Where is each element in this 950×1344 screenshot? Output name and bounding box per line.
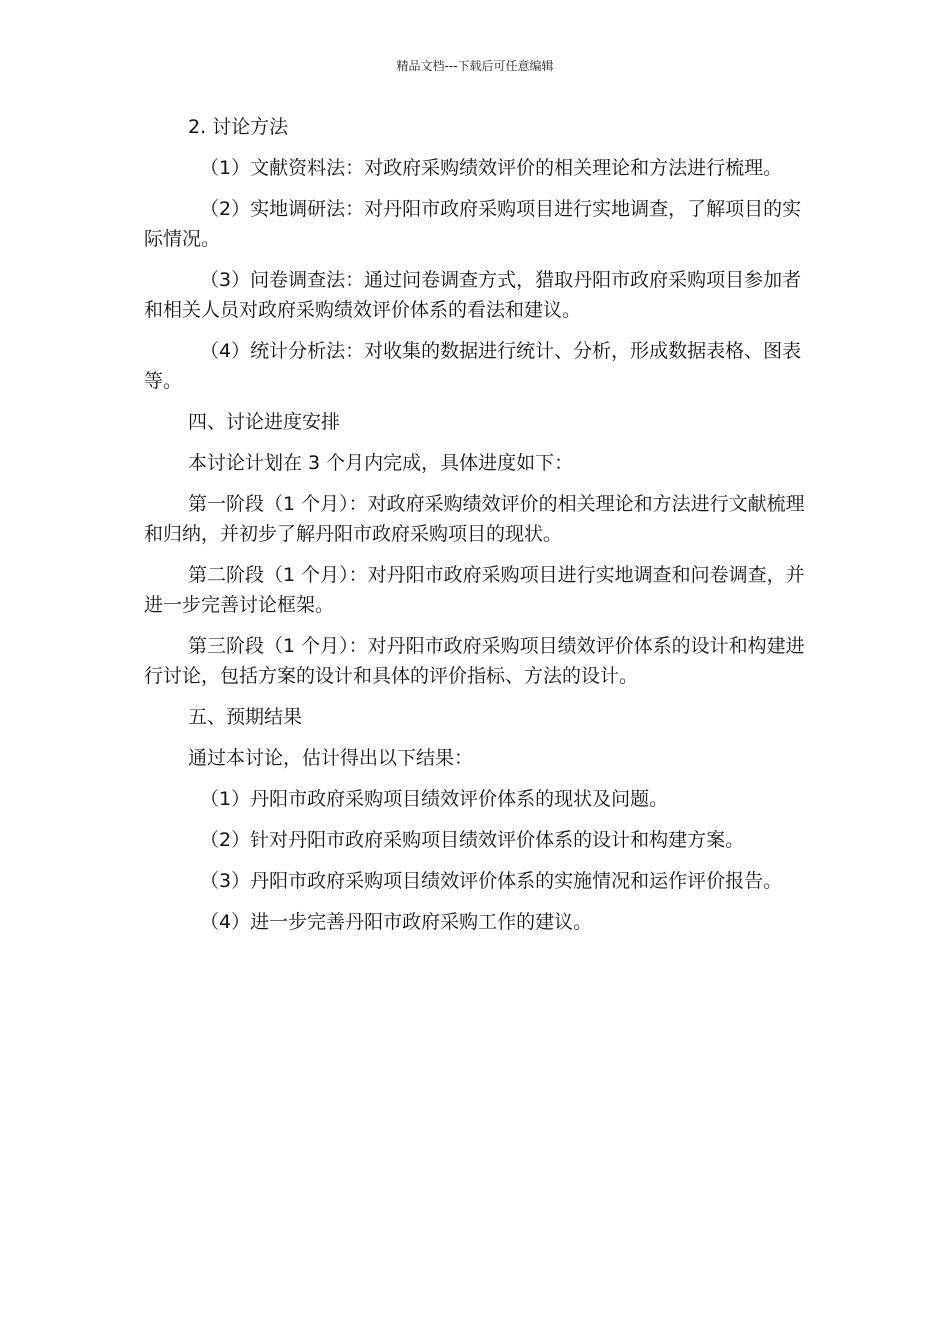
method-item: （3）问卷调查法：通过问卷调查方式，猎取丹阳市政府采购项目参加者和相关人员对政府采购绩效评价体系的看法和建议。 <box>144 269 802 321</box>
stage-item: 第三阶段（1 个月）：对丹阳市政府采购项目绩效评价体系的设计和构建进行讨论，包括方案的设计和具体的评价指标、方法的设计。 <box>144 635 805 687</box>
page-header: 精品文档---下载后可任意编辑 <box>396 59 554 73</box>
result-item: （2）针对丹阳市政府采购项目绩效评价体系的设计和构建方案。 <box>200 829 745 851</box>
document-body <box>144 112 820 948</box>
result-item: （1）丹阳市政府采购项目绩效评价体系的现状及问题。 <box>200 788 669 810</box>
section-heading-methods: 2. 讨论方法 <box>188 116 289 138</box>
results-intro: 通过本讨论，估计得出以下结果： <box>188 747 474 769</box>
section-heading-schedule: 四、讨论进度安排 <box>188 411 341 433</box>
result-item: （4）进一步完善丹阳市政府采购工作的建议。 <box>200 911 593 933</box>
schedule-intro: 本讨论计划在 3 个月内完成，具体进度如下： <box>188 452 574 474</box>
result-item: （3）丹阳市政府采购项目绩效评价体系的实施情况和运作评价报告。 <box>200 870 783 892</box>
section-heading-results: 五、预期结果 <box>188 706 303 728</box>
method-item: （2）实地调研法：对丹阳市政府采购项目进行实地调查，了解项目的实际情况。 <box>144 198 802 250</box>
stage-item: 第二阶段（1 个月）：对丹阳市政府采购项目进行实地调查和问卷调查，并进一步完善讨论框架。 <box>144 564 805 616</box>
stage-item: 第一阶段（1 个月）：对政府采购绩效评价的相关理论和方法进行文献梳理和归纳，并初步了解丹阳市政府采购项目的现状。 <box>144 493 805 545</box>
method-item: （4）统计分析法：对收集的数据进行统计、分析，形成数据表格、图表等。 <box>144 340 802 392</box>
method-item: （1）文献资料法：对政府采购绩效评价的相关理论和方法进行梳理。 <box>200 157 783 179</box>
